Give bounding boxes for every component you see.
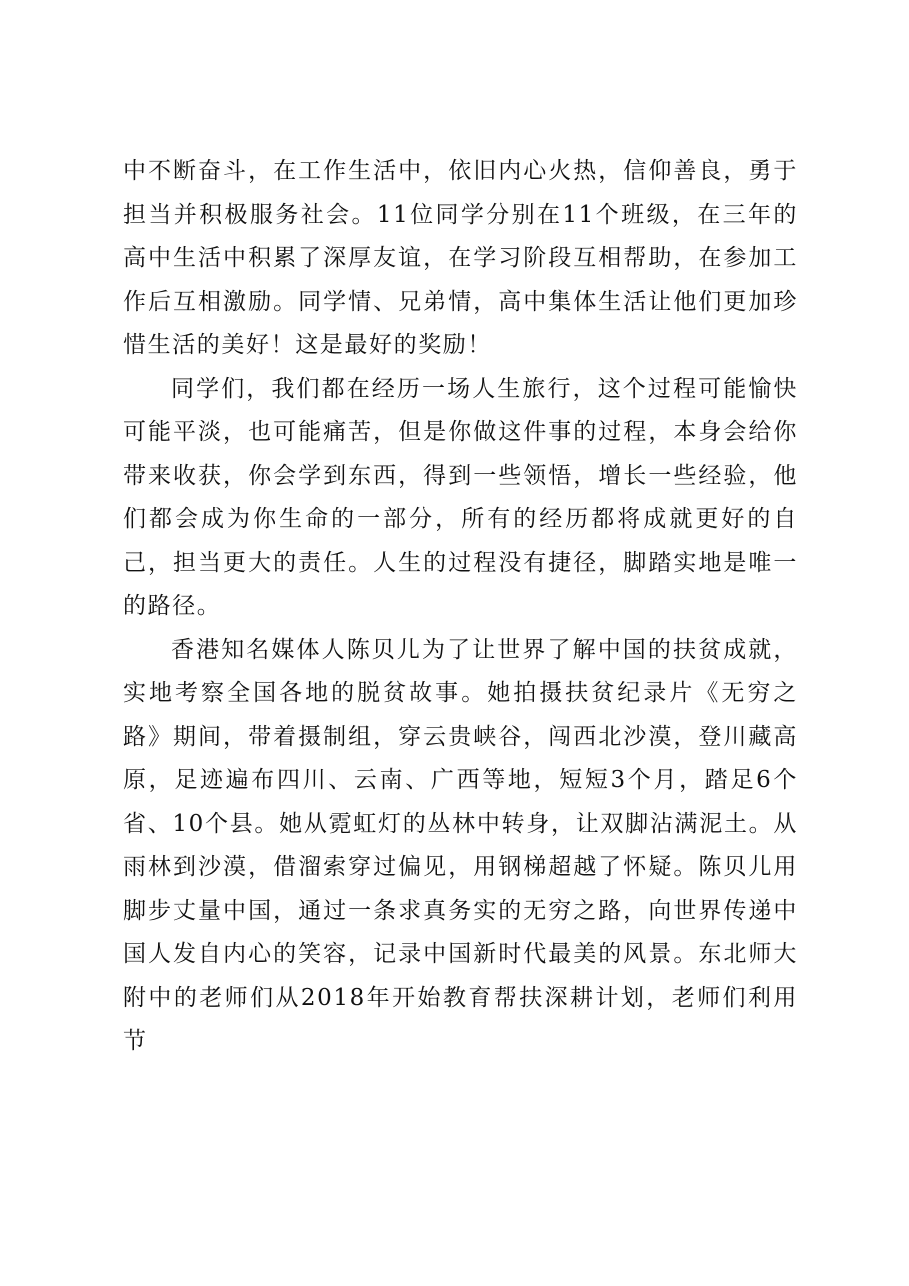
document-page [123,150,798,1064]
paragraph-1: 中不断奋斗，在工作生活中，依旧内心火热，信仰善良，勇于担当并积极服务社会。11位同学分别在11个班级，在三年的高中生活中积累了深厚友谊，在学习阶段互相帮助，在参加工作后互相激励。同学情、兄弟情，高中集体生活让他们更加珍惜生活的美好！这是最好的奖励！ [123,158,798,358]
paragraph-3: 香港知名媒体人陈贝儿为了让世界了解中国的扶贫成就，实地考察全国各地的脱贫故事。她拍摄扶贫纪录片《无穷之路》期间，带着摄制组，穿云贵峡谷，闯西北沙漠，登川藏高原，足迹遍布四川、云南、广西等地，短短3个月，踏足6个省、10个县。她从霓虹灯的丛林中转身，让双脚沾满泥土。从雨林到沙漠，借溜索穿过偏见，用钢梯超越了怀疑。陈贝儿用脚步丈量中国，通过一条求真务实的无穷之路，向世界传递中国人发自内心的笑容，记录中国新时代最美的风景。东北师大附中的老师们从2018年开始教育帮扶深耕计划，老师们利用节 [123,636,798,1054]
paragraph-2: 同学们，我们都在经历一场人生旅行，这个过程可能愉快可能平淡，也可能痛苦，但是你做这件事的过程，本身会给你带来收获，你会学到东西，得到一些领悟，增长一些经验，他们都会成为你生命的一部分，所有的经历都将成就更好的自己，担当更大的责任。人生的过程没有捷径，脚踏实地是唯一的路径。 [123,375,798,619]
